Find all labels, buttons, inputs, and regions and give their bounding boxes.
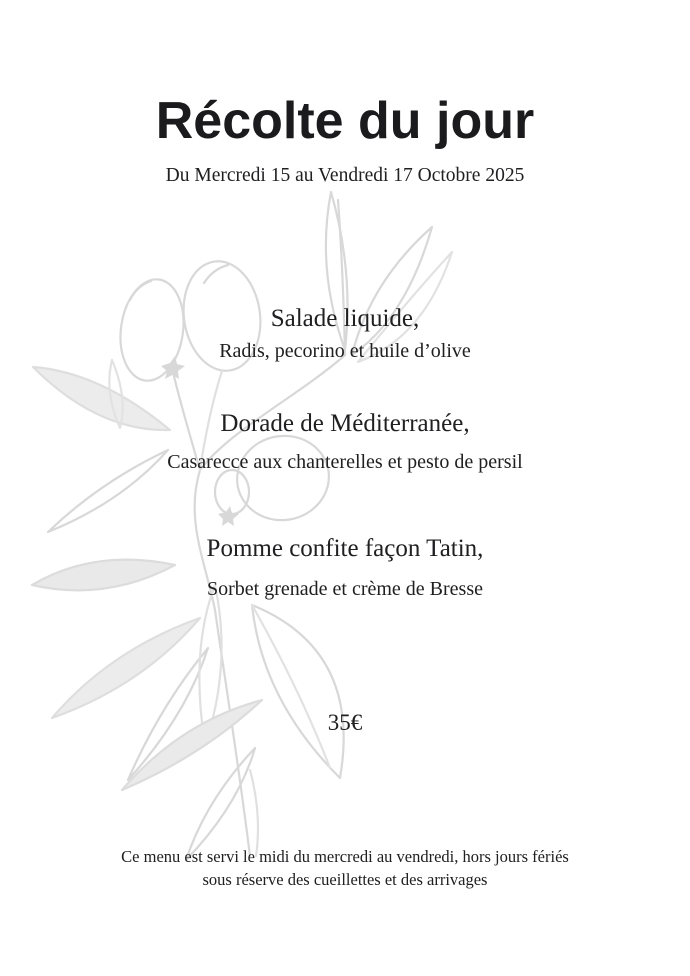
course-starter-description: Radis, pecorino et huile d’olive <box>219 340 471 362</box>
footer-note-line2: sous réserve des cueillettes et des arrivages <box>202 869 488 889</box>
date-range-subtitle: Du Mercredi 15 au Vendredi 17 Octobre 2025 <box>165 165 525 186</box>
course-dessert-description: Sorbet grenade et crème de Bresse <box>207 578 483 600</box>
course-main-description: Casarecce aux chanterelles et pesto de persil <box>167 451 523 473</box>
course-dessert-name: Pomme confite façon Tatin, <box>206 535 484 562</box>
course-starter-name: Salade liquide, <box>270 305 420 332</box>
page-title: Récolte du jour <box>155 92 535 150</box>
footer-note <box>0 846 690 892</box>
menu-price: 35€ <box>327 710 363 735</box>
course-main-name: Dorade de Méditerranée, <box>220 410 470 437</box>
footer-note-line1: Ce menu est servi le midi du mercredi au vendredi, hors jours fériés <box>121 847 569 866</box>
